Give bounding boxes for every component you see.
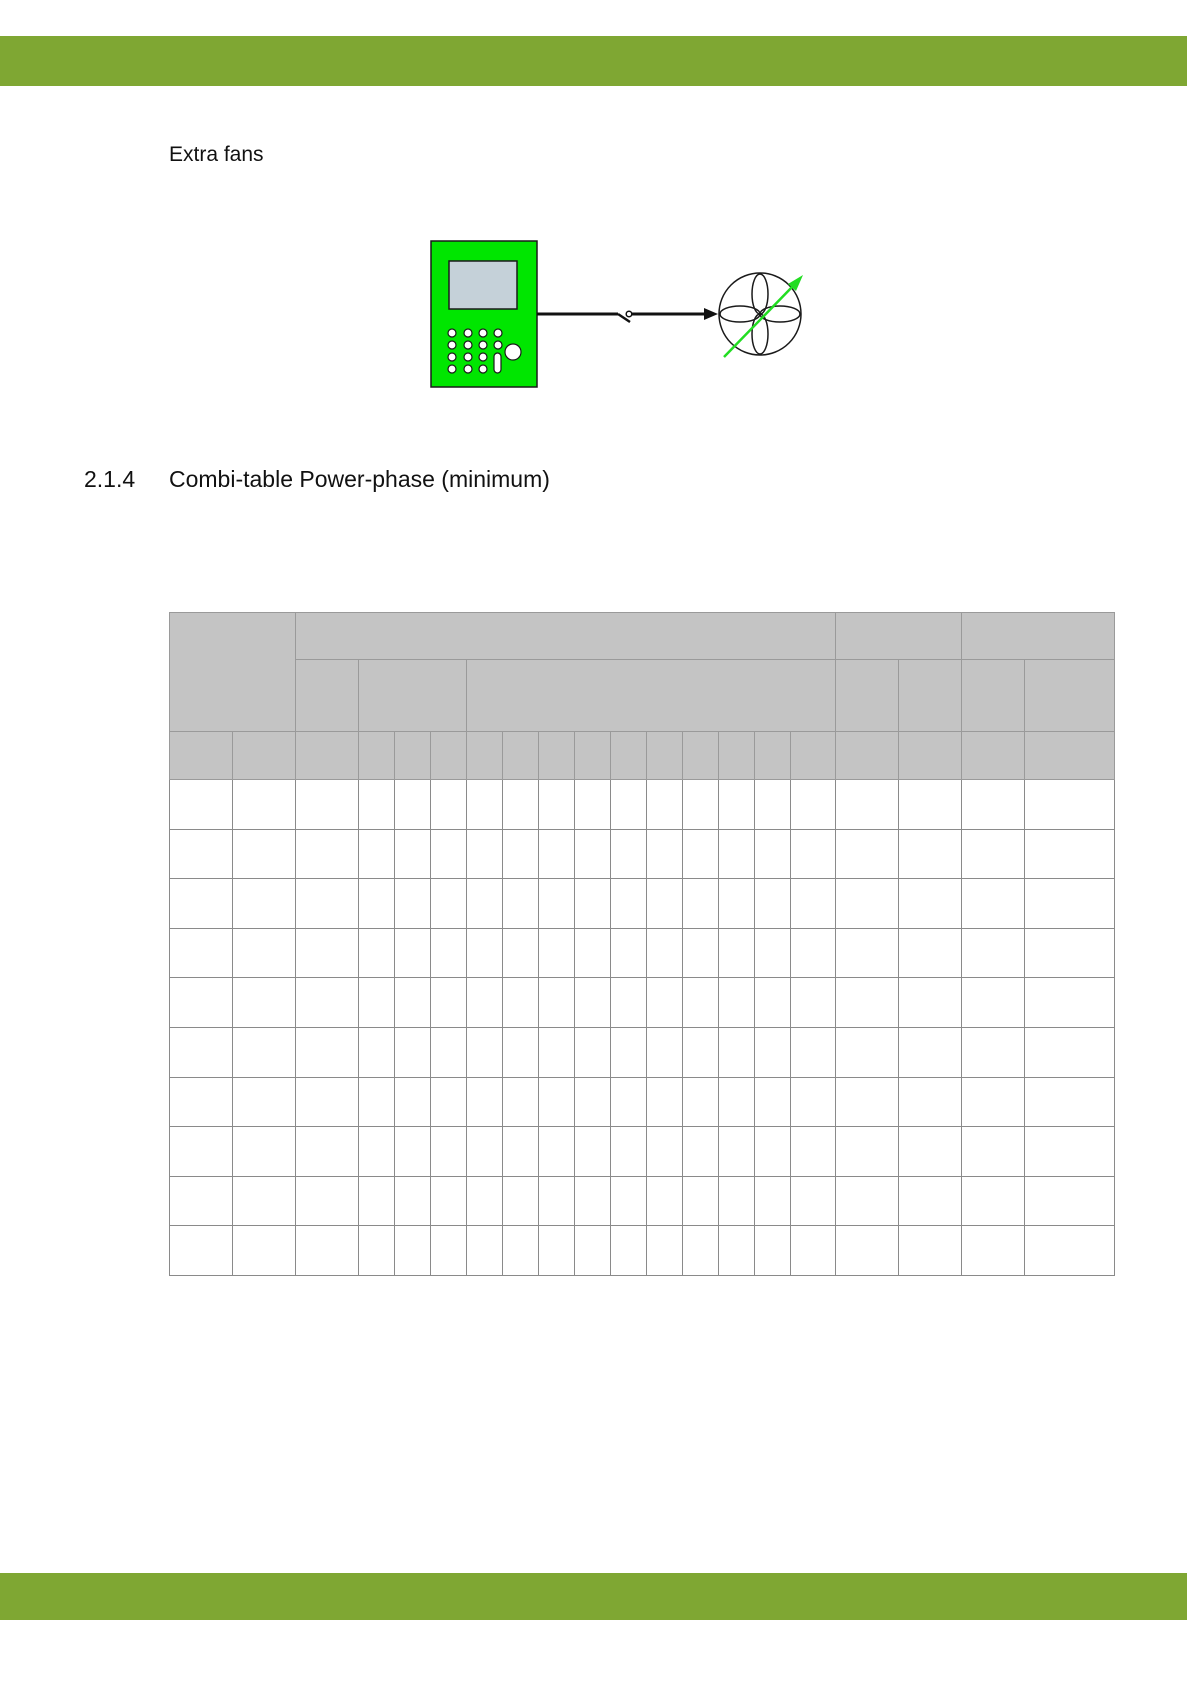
- table-cell: [647, 1077, 683, 1127]
- table-cell: [359, 1077, 395, 1127]
- table-cell: [296, 1077, 359, 1127]
- table-cell: [683, 1027, 719, 1077]
- table-cell: [836, 978, 899, 1028]
- table-cell: [1025, 829, 1115, 879]
- table-cell: [296, 780, 359, 830]
- table-header-row-3: [170, 732, 1115, 780]
- table-cell: [791, 829, 836, 879]
- table-cell: [296, 829, 359, 879]
- table-cell: [503, 978, 539, 1028]
- table-cell: [575, 1127, 611, 1177]
- header-cell: [962, 732, 1025, 780]
- table-cell: [170, 780, 233, 830]
- table-cell: [467, 1077, 503, 1127]
- table-cell: [575, 978, 611, 1028]
- table-cell: [1025, 1027, 1115, 1077]
- table-cell: [836, 1077, 899, 1127]
- table-cell: [431, 879, 467, 929]
- table-cell: [503, 1226, 539, 1276]
- table-cell: [719, 879, 755, 929]
- table-header: [170, 613, 1115, 780]
- table-cell: [575, 829, 611, 879]
- table-cell: [233, 978, 296, 1028]
- table-cell: [359, 1226, 395, 1276]
- table-cell: [296, 928, 359, 978]
- table-cell: [395, 1077, 431, 1127]
- table-cell: [611, 1077, 647, 1127]
- table-cell: [611, 1027, 647, 1077]
- header-cell: [611, 732, 647, 780]
- table-cell: [233, 829, 296, 879]
- table-cell: [467, 1226, 503, 1276]
- table-cell: [431, 780, 467, 830]
- table-row: [170, 780, 1115, 830]
- table-cell: [899, 1176, 962, 1226]
- table-cell: [233, 780, 296, 830]
- section-title: Combi-table Power-phase (minimum): [169, 466, 550, 492]
- table-cell: [755, 1027, 791, 1077]
- table-cell: [467, 879, 503, 929]
- fan-icon: [719, 273, 803, 357]
- table-cell: [683, 928, 719, 978]
- extra-fans-diagram: [420, 230, 820, 400]
- table-cell: [395, 1027, 431, 1077]
- table-cell: [1025, 928, 1115, 978]
- table-cell: [647, 1027, 683, 1077]
- header-cell: [647, 732, 683, 780]
- header-cell: [755, 732, 791, 780]
- header-cell: [359, 660, 467, 732]
- table-cell: [233, 1176, 296, 1226]
- table-cell: [836, 829, 899, 879]
- table-cell: [611, 879, 647, 929]
- table-cell: [1025, 1077, 1115, 1127]
- table-cell: [683, 1077, 719, 1127]
- header-cell: [962, 660, 1025, 732]
- table-cell: [431, 1077, 467, 1127]
- table-cell: [503, 928, 539, 978]
- table-cell: [539, 1077, 575, 1127]
- table-cell: [791, 1226, 836, 1276]
- table-cell: [503, 829, 539, 879]
- header-cell: [431, 732, 467, 780]
- table-row: [170, 1176, 1115, 1226]
- header-cell: [683, 732, 719, 780]
- table-cell: [575, 1077, 611, 1127]
- table-cell: [575, 1027, 611, 1077]
- table-cell: [611, 1127, 647, 1177]
- table-cell: [575, 1226, 611, 1276]
- header-cell: [899, 660, 962, 732]
- table-cell: [683, 1226, 719, 1276]
- table-cell: [359, 829, 395, 879]
- header-cell: [899, 732, 962, 780]
- table-cell: [233, 1027, 296, 1077]
- table-row: [170, 928, 1115, 978]
- table-cell: [539, 1176, 575, 1226]
- table-cell: [647, 1176, 683, 1226]
- figure-caption: Extra fans: [169, 143, 264, 166]
- table-cell: [647, 780, 683, 830]
- table-cell: [899, 978, 962, 1028]
- table-cell: [296, 1226, 359, 1276]
- table-cell: [719, 978, 755, 1028]
- table-cell: [431, 1027, 467, 1077]
- table-cell: [755, 879, 791, 929]
- table-cell: [1025, 1127, 1115, 1177]
- table-cell: [1025, 879, 1115, 929]
- table-cell: [836, 1127, 899, 1177]
- table-cell: [1025, 978, 1115, 1028]
- table-cell: [503, 1027, 539, 1077]
- table-cell: [359, 1127, 395, 1177]
- table-cell: [170, 1226, 233, 1276]
- section-number: 2.1.4: [84, 466, 136, 492]
- header-cell: [503, 732, 539, 780]
- table-cell: [503, 879, 539, 929]
- table-cell: [395, 829, 431, 879]
- table-cell: [836, 879, 899, 929]
- table-cell: [899, 1226, 962, 1276]
- combi-table-power-phase: [169, 612, 1115, 1276]
- table-cell: [755, 1077, 791, 1127]
- table-cell: [575, 780, 611, 830]
- table-row: [170, 1077, 1115, 1127]
- table-cell: [1025, 780, 1115, 830]
- table-cell: [962, 928, 1025, 978]
- table-cell: [575, 928, 611, 978]
- header-cell: [359, 732, 395, 780]
- table-cell: [611, 780, 647, 830]
- table-cell: [962, 780, 1025, 830]
- header-cell: [233, 732, 296, 780]
- table-cell: [647, 978, 683, 1028]
- table-header-row-2: [170, 660, 1115, 732]
- top-header-band: [0, 36, 1187, 86]
- table-cell: [611, 928, 647, 978]
- table-cell: [539, 1027, 575, 1077]
- header-cell: [719, 732, 755, 780]
- table-cell: [1025, 1226, 1115, 1276]
- table-cell: [170, 1077, 233, 1127]
- table-cell: [647, 1127, 683, 1177]
- header-cell: [395, 732, 431, 780]
- table-cell: [836, 1226, 899, 1276]
- table-cell: [503, 1077, 539, 1127]
- table-header-row-1: [170, 613, 1115, 660]
- table-cell: [611, 978, 647, 1028]
- table-body: [170, 780, 1115, 1276]
- table-cell: [359, 1176, 395, 1226]
- header-cell: [170, 732, 233, 780]
- table-cell: [359, 1027, 395, 1077]
- table-cell: [962, 829, 1025, 879]
- table-cell: [899, 879, 962, 929]
- header-cell: [1025, 732, 1115, 780]
- table-row: [170, 1027, 1115, 1077]
- table-cell: [683, 879, 719, 929]
- header-cell-group-c: [962, 613, 1115, 660]
- table-cell: [539, 879, 575, 929]
- table-cell: [899, 780, 962, 830]
- table-cell: [719, 1027, 755, 1077]
- table-cell: [836, 1027, 899, 1077]
- table-cell: [296, 978, 359, 1028]
- table-cell: [575, 1176, 611, 1226]
- table-row: [170, 829, 1115, 879]
- table-cell: [719, 780, 755, 830]
- table-cell: [755, 780, 791, 830]
- table-cell: [899, 928, 962, 978]
- table-cell: [962, 1176, 1025, 1226]
- table-cell: [503, 780, 539, 830]
- table-cell: [683, 1176, 719, 1226]
- header-cell: [1025, 660, 1115, 732]
- table-cell: [647, 1226, 683, 1276]
- table-cell: [170, 1176, 233, 1226]
- table-cell: [233, 879, 296, 929]
- table-cell: [359, 780, 395, 830]
- table-cell: [683, 829, 719, 879]
- table-cell: [962, 879, 1025, 929]
- table-cell: [395, 928, 431, 978]
- table-cell: [170, 928, 233, 978]
- table-cell: [539, 928, 575, 978]
- table-cell: [791, 1077, 836, 1127]
- table-cell: [719, 1226, 755, 1276]
- table-cell: [431, 1127, 467, 1177]
- table-cell: [170, 879, 233, 929]
- table-cell: [719, 928, 755, 978]
- table-cell: [791, 928, 836, 978]
- table-cell: [755, 1226, 791, 1276]
- table-cell: [611, 829, 647, 879]
- header-cell-corner: [170, 613, 296, 732]
- table-cell: [431, 829, 467, 879]
- table-cell: [719, 829, 755, 879]
- table-cell: [170, 978, 233, 1028]
- table-cell: [233, 1077, 296, 1127]
- table-cell: [359, 978, 395, 1028]
- table-cell: [647, 928, 683, 978]
- table-cell: [791, 879, 836, 929]
- table-cell: [467, 1127, 503, 1177]
- table-cell: [170, 1127, 233, 1177]
- table-cell: [395, 780, 431, 830]
- table-cell: [539, 780, 575, 830]
- table-cell: [296, 1176, 359, 1226]
- table-cell: [395, 1176, 431, 1226]
- table-cell: [467, 780, 503, 830]
- table-cell: [539, 1127, 575, 1177]
- header-cell: [296, 732, 359, 780]
- table-cell: [791, 978, 836, 1028]
- table-cell: [719, 1176, 755, 1226]
- table-cell: [719, 1127, 755, 1177]
- table-cell: [683, 780, 719, 830]
- table-cell: [962, 1077, 1025, 1127]
- header-cell: [836, 660, 899, 732]
- table-cell: [395, 1226, 431, 1276]
- table-cell: [233, 1226, 296, 1276]
- table-cell: [647, 829, 683, 879]
- header-cell-group-a: [296, 613, 836, 660]
- table-cell: [647, 879, 683, 929]
- table-cell: [431, 978, 467, 1028]
- table-cell: [467, 1176, 503, 1226]
- table-cell: [395, 978, 431, 1028]
- table-cell: [899, 1077, 962, 1127]
- table-cell: [503, 1127, 539, 1177]
- table-cell: [539, 978, 575, 1028]
- table-cell: [683, 978, 719, 1028]
- header-cell: [836, 732, 899, 780]
- table-cell: [296, 1127, 359, 1177]
- table-cell: [170, 1027, 233, 1077]
- table-cell: [503, 1176, 539, 1226]
- table-cell: [467, 978, 503, 1028]
- table-cell: [755, 928, 791, 978]
- table-row: [170, 1127, 1115, 1177]
- table-row: [170, 978, 1115, 1028]
- table-cell: [962, 1226, 1025, 1276]
- table-cell: [719, 1077, 755, 1127]
- table-cell: [899, 1027, 962, 1077]
- header-cell: [467, 660, 836, 732]
- header-cell: [296, 660, 359, 732]
- bottom-footer-band: [0, 1573, 1187, 1620]
- table-cell: [611, 1176, 647, 1226]
- table-cell: [467, 928, 503, 978]
- table-cell: [359, 928, 395, 978]
- table-cell: [791, 780, 836, 830]
- table-cell: [296, 879, 359, 929]
- header-cell-group-b: [836, 613, 962, 660]
- table-cell: [296, 1027, 359, 1077]
- table-cell: [539, 829, 575, 879]
- table-cell: [683, 1127, 719, 1177]
- header-cell: [539, 732, 575, 780]
- table-cell: [170, 829, 233, 879]
- table-cell: [431, 1226, 467, 1276]
- table-cell: [755, 1176, 791, 1226]
- header-cell: [791, 732, 836, 780]
- table-cell: [467, 829, 503, 879]
- table-cell: [836, 1176, 899, 1226]
- table-cell: [836, 780, 899, 830]
- table-cell: [359, 879, 395, 929]
- table-cell: [791, 1127, 836, 1177]
- table-cell: [395, 879, 431, 929]
- table-cell: [755, 1127, 791, 1177]
- table-cell: [611, 1226, 647, 1276]
- table-row: [170, 1226, 1115, 1276]
- table-cell: [755, 978, 791, 1028]
- table-cell: [467, 1027, 503, 1077]
- table-cell: [575, 879, 611, 929]
- table-cell: [539, 1226, 575, 1276]
- table-row: [170, 879, 1115, 929]
- table-cell: [431, 928, 467, 978]
- table-cell: [962, 978, 1025, 1028]
- table-cell: [899, 829, 962, 879]
- switch-icon: [537, 308, 718, 322]
- table-cell: [1025, 1176, 1115, 1226]
- table-cell: [836, 928, 899, 978]
- table-cell: [962, 1027, 1025, 1077]
- table-cell: [962, 1127, 1025, 1177]
- table-cell: [233, 928, 296, 978]
- header-cell: [575, 732, 611, 780]
- table-cell: [395, 1127, 431, 1177]
- table-cell: [791, 1176, 836, 1226]
- header-cell: [467, 732, 503, 780]
- table-cell: [431, 1176, 467, 1226]
- table-cell: [899, 1127, 962, 1177]
- controller-icon: [431, 241, 537, 387]
- table-cell: [233, 1127, 296, 1177]
- table-cell: [755, 829, 791, 879]
- table-cell: [791, 1027, 836, 1077]
